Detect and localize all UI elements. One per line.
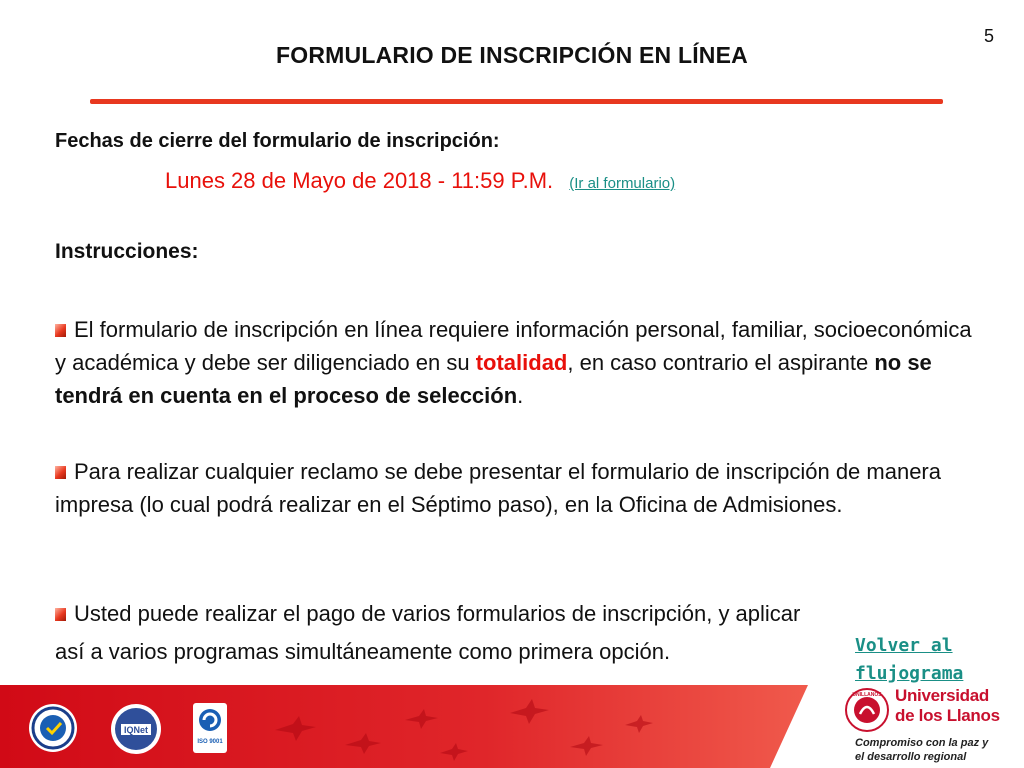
slogan-line-1: Compromiso con la paz y <box>855 737 989 749</box>
p1-emphasis-seleccion: no se tendrá en cuenta en el proceso de selección <box>55 350 932 408</box>
back-link-line-1: Volver al <box>855 635 953 656</box>
slide-number: 5 <box>983 26 994 46</box>
deadline-heading: Fechas de cierre del formulario de inscripción: <box>55 130 500 152</box>
colombia-quality-seal-icon <box>28 703 78 753</box>
unillanos-seal-icon <box>845 688 889 732</box>
back-link-line-2: flujograma <box>855 663 964 684</box>
go-to-form-link[interactable]: (Ir al formulario) <box>569 175 676 192</box>
deadline-date: Lunes 28 de Mayo de 2018 - 11:59 P.M. <box>165 168 554 193</box>
p3-line-1: Usted puede realizar el pago de varios formularios de inscripción, y aplicar <box>74 601 801 626</box>
seal-label: UNILLANOS <box>852 692 882 698</box>
title-divider <box>90 99 943 104</box>
p2-text: Para realizar cualquier reclamo se debe presentar el formulario de inscripción de manera impresa (lo cual podrá realizar en el Séptimo paso), en la Oficina de Admisiones. <box>55 459 941 517</box>
back-to-flowchart-link[interactable] <box>855 632 963 688</box>
iso-9001-certification-icon <box>193 703 227 753</box>
p1-text-c: , en caso contrario el aspirante <box>567 350 875 375</box>
instruction-paragraph-1 <box>55 313 975 412</box>
page-title: FORMULARIO DE INSCRIPCIÓN EN LÍNEA <box>276 42 748 68</box>
iqnet-label: IQNet <box>123 725 149 735</box>
deadline-line <box>165 168 675 194</box>
instruction-paragraph-3 <box>55 595 935 671</box>
bullet-square-icon <box>55 466 66 479</box>
p3-line-2: así a varios programas simultáneamente como primera opción. <box>55 639 671 664</box>
iqnet-certification-icon <box>110 703 162 755</box>
university-name-line-1: Universidad <box>895 686 990 705</box>
university-name <box>895 686 1000 726</box>
p1-text-e: . <box>517 383 524 408</box>
university-name-line-2: de los Llanos <box>895 706 1000 725</box>
p1-emphasis-totalidad: totalidad <box>475 350 568 375</box>
iso-label: ISO 9001 <box>197 739 223 745</box>
bullet-square-icon <box>55 324 66 337</box>
bullet-square-icon <box>55 608 66 621</box>
p1-text-a: El formulario de inscripción en línea requiere información personal, familiar, socioeconómica y académica y debe ser diligenciado en su <box>55 317 972 375</box>
instructions-heading: Instrucciones: <box>55 240 199 263</box>
university-logo <box>845 684 1017 768</box>
instruction-paragraph-2 <box>55 455 975 521</box>
slogan-line-2: el desarrollo regional <box>855 751 967 763</box>
university-slogan <box>855 736 988 764</box>
